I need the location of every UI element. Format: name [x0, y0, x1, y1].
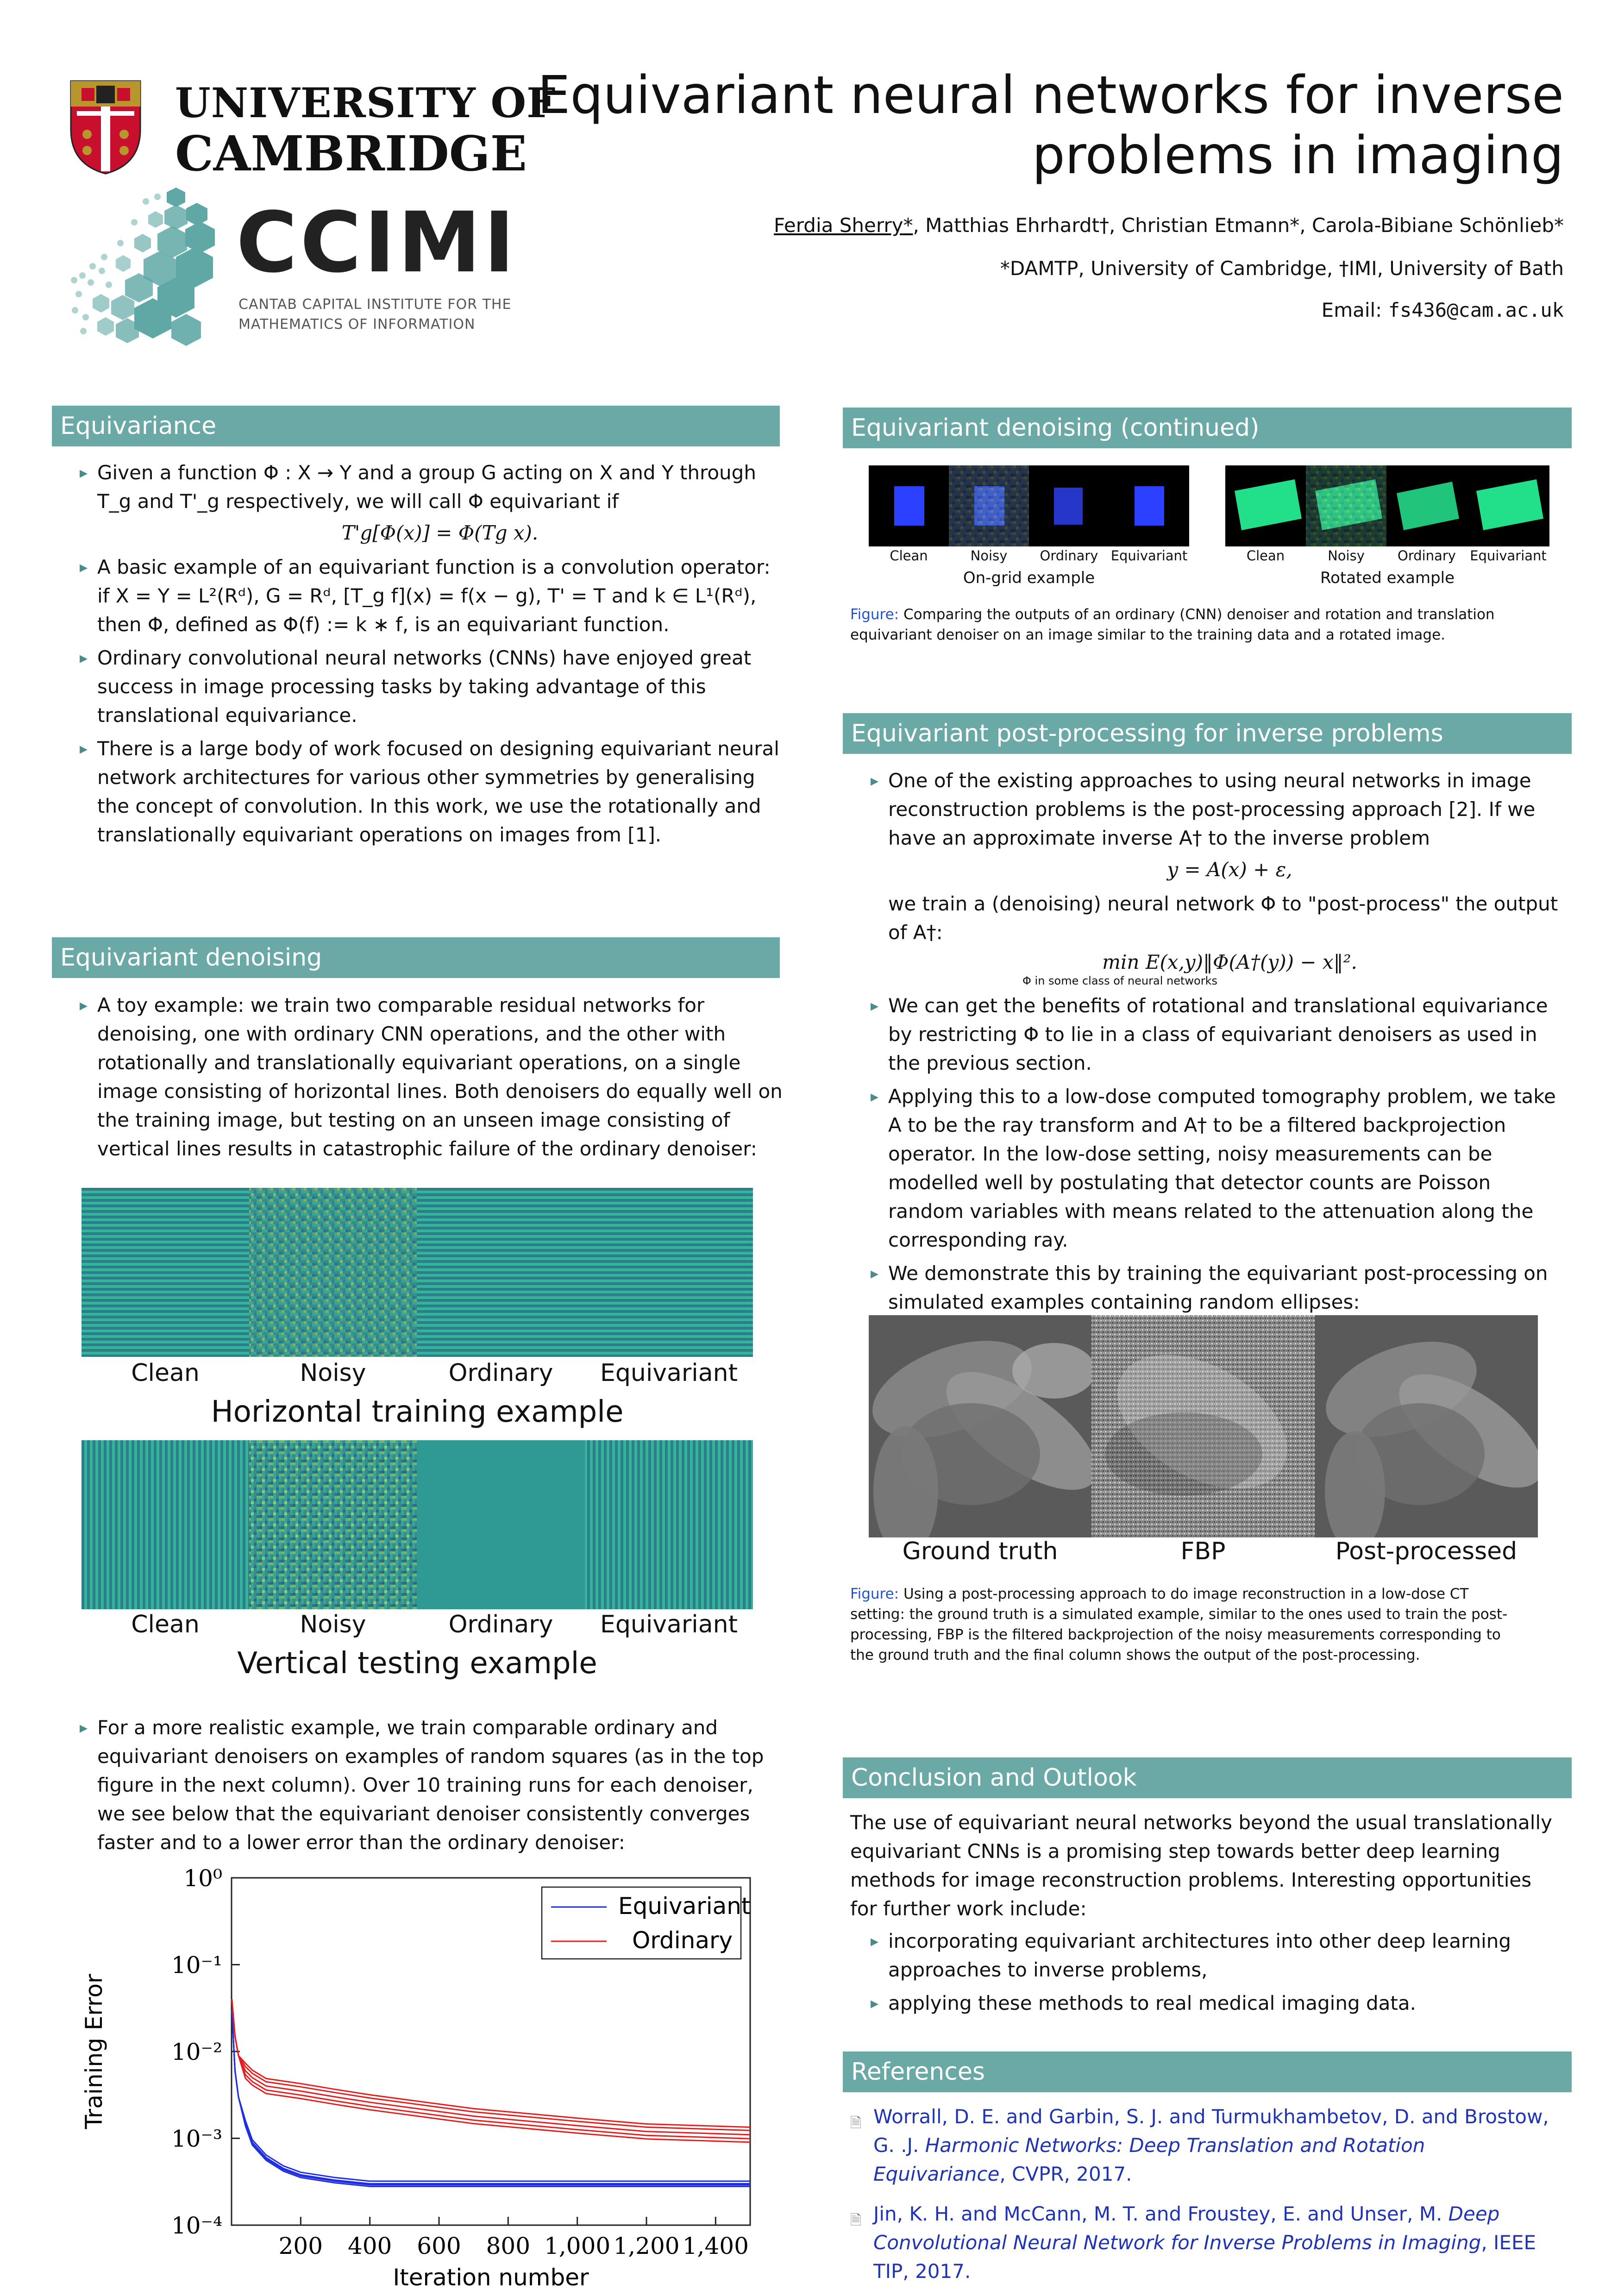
list-item: ▸ Given a function Φ : X → Y and a group G acting on X and Y through T_g and T'_g respectively, we will call Φ equivariant if T'g[Φ(x)] = Φ(Tg x).	[74, 458, 783, 547]
image-label-clean: Clean	[131, 1359, 200, 1387]
equivariance-body	[74, 458, 783, 854]
list-item: ▸ For a more realistic example, we train comparable ordinary and equivariant denoisers on examples of random squares (as in the top figure in the next column). Over 10 training runs for each denoiser, we see below that the equivariant denoiser consistently converges faster and to a lower error than the ordinary denoiser:	[74, 1713, 783, 1857]
postprocessing-body	[865, 766, 1571, 1321]
x-tick-label: 600	[417, 2233, 461, 2259]
section-header-equivariance: Equivariance	[52, 406, 780, 446]
email-label: Email:	[1321, 299, 1382, 321]
legend-label-ordinary: Ordinary	[632, 1927, 733, 1954]
ccimi-wordmark: CCIMI	[236, 194, 518, 291]
y-tick-label: 10⁻³	[171, 2125, 222, 2152]
list-item: ▸ A basic example of an equivariant function is a convolution operator: if X = Y = L²(Rᵈ), G = Rᵈ, [T_g f](x) = f(x − g), T' = T and k ∈ L¹(Rᵈ), then Φ, defined as Φ(f) := k ∗ f, is an equivariant function.	[74, 553, 783, 639]
list-item: ▸ Ordinary convolutional neural networks (CNNs) have enjoyed great success in image processing tasks by taking advantage of this translational equivariance.	[74, 644, 783, 730]
horizontal-example-caption: Horizontal training example	[211, 1395, 624, 1429]
ccimi-subtitle-1: CANTAB CAPITAL INSTITUTE FOR THE	[238, 296, 512, 313]
vertical-testing-image	[82, 1440, 753, 1609]
training-error-chart	[74, 1857, 759, 2292]
author-list	[774, 214, 1564, 237]
y-tick-label: 10⁰	[183, 1865, 222, 1892]
x-tick-label: 400	[347, 2233, 392, 2259]
image-label-clean: Clean	[1246, 548, 1285, 564]
image-label-equivariant: Equivariant	[600, 1611, 738, 1638]
list-item: ▸ A toy example: we train two comparable residual networks for denoising, one with ordinary CNN operations, and the other with rotationally and translationally equivariant operations, on a single image consisting of horizontal lines. Both denoisers do equally well on the training image, but testing on an unseen image consisting of vertical lines results in catastrophic failure of the ordinary denoiser:	[74, 991, 783, 1163]
image-label-ordinary: Ordinary	[448, 1359, 553, 1387]
list-item: ▸ We can get the benefits of rotational and translational equivariance by restricting Φ to lie in a class of equivariant denoisers as used in the previous section.	[865, 991, 1571, 1078]
list-item: ▸ One of the existing approaches to using neural networks in image reconstruction problems is the post-processing approach [2]. If we have an approximate inverse A† to the inverse problem y = A(x) + ε, we train a (denoising) neural network Φ to "post-process" the output of A†: min E(x,y)‖Φ(A†(y)) − x‖². Φ in some class of neural networks	[865, 766, 1571, 987]
list-item: ▸ applying these methods to real medical imaging data.	[865, 1989, 1563, 2018]
co-authors: , Matthias Ehrhardt†, Christian Etmann*, Carola-Bibiane Schönlieb*	[913, 214, 1564, 237]
section-header-postprocessing: Equivariant post-processing for inverse problems	[843, 713, 1572, 754]
series-line-equivariant	[232, 2010, 750, 2187]
equation: T'g[Φ(x)] = Φ(Tg x).	[341, 521, 539, 544]
x-tick-label: 200	[278, 2233, 323, 2259]
image-label-equivariant: Equivariant	[600, 1359, 738, 1387]
series-line-ordinary	[232, 1999, 750, 2135]
ct-reconstruction-images	[869, 1315, 1538, 1537]
series-line-ordinary	[232, 1999, 750, 2127]
hexagon-cluster-icon	[65, 183, 241, 354]
presenting-author: Ferdia Sherry*	[774, 214, 913, 237]
y-tick-label: 10⁻¹	[171, 1951, 222, 1979]
image-label-ordinary: Ordinary	[1040, 548, 1098, 564]
x-tick-label: 1,400	[682, 2233, 749, 2259]
list-item: ▸ There is a large body of work focused on designing equivariant neural network architectures for various other symmetries by generalising the concept of convolution. In this work, we use the rotationally and translationally equivariant operations on images from [1].	[74, 734, 783, 849]
cambridge-shield-icon	[69, 79, 143, 176]
vertical-example-caption: Vertical testing example	[237, 1646, 597, 1681]
reference-2[interactable]: 🗎 Jin, K. H. and McCann, M. T. and Froustey, E. and Unser, M. Deep Convolutional Neural Network for Inverse Problems in Imaging, IEEE TIP, 2017.	[850, 2202, 1536, 2283]
poster-title-line1: Equivariant neural networks for inverse	[537, 65, 1564, 125]
x-tick-label: 1,200	[613, 2233, 680, 2259]
email-line	[1322, 299, 1564, 321]
series-line-equivariant	[232, 2010, 750, 2182]
x-tick-label: 1,000	[544, 2233, 611, 2259]
reference-1[interactable]: 🗎 Worrall, D. E. and Garbin, S. J. and Turmukhambetov, D. and Brostow, G. .J. Harmonic Networks: Deep Translation and Rotation Equivariance, CVPR, 2017.	[850, 2105, 1549, 2185]
section-header-denoising: Equivariant denoising	[52, 937, 780, 978]
image-label-clean: Clean	[890, 548, 928, 564]
image-label-noisy: Noisy	[970, 548, 1008, 564]
equation: y = A(x) + ε,	[1167, 858, 1292, 881]
ccimi-subtitle-2: MATHEMATICS OF INFORMATION	[238, 316, 476, 332]
image-panel-clean	[82, 1440, 249, 1609]
square-denoising-images	[869, 465, 1549, 546]
conclusion-text: The use of equivariant neural networks beyond the usual translationally equivariant CNNs is a promising step towards better deep learning methods for image reconstruction problems. Interesting opportunities for further work include:	[850, 1811, 1552, 1920]
horizontal-training-image	[82, 1188, 753, 1357]
university-line2: CAMBRIDGE	[175, 125, 527, 182]
rotated-example-label: Rotated example	[1320, 569, 1455, 587]
figure-caption-ct: Figure: Using a post-processing approach to do image reconstruction in a low-dose CT setting: the ground truth is a simulated example, similar to the ones used to train the post-processing, FBP is the filtered backprojection of the noisy measurements corresponding to the ground truth and the final column shows the output of the post-processing.	[850, 1586, 1508, 1663]
image-label-noisy: Noisy	[300, 1359, 366, 1387]
reference-icon: 🗎	[850, 2212, 862, 2228]
reference-icon: 🗎	[850, 2115, 862, 2131]
denoising-body-1	[74, 991, 783, 1168]
conclusion-body	[850, 1808, 1563, 2022]
legend-label-equivariant: Equivariant	[618, 1893, 751, 1920]
poster-title-line2: problems in imaging	[1032, 125, 1564, 186]
image-label-clean: Clean	[131, 1611, 200, 1638]
image-label-ordinary: Ordinary	[448, 1611, 553, 1638]
image-label-post-processed: Post-processed	[1335, 1537, 1517, 1565]
image-label-fbp: FBP	[1180, 1537, 1226, 1565]
series-line-ordinary	[232, 1999, 750, 2142]
image-panel-ground-truth	[869, 1315, 1115, 1537]
chart-xlabel: Iteration number	[393, 2264, 589, 2291]
university-line1: UNIVERSITY OF	[175, 79, 556, 127]
email-address[interactable]: fs436@cam.ac.uk	[1388, 299, 1564, 321]
equation: min E(x,y)‖Φ(A†(y)) − x‖².	[1102, 951, 1357, 973]
chart-ylabel: Training Error	[81, 1974, 107, 2129]
image-label-noisy: Noisy	[300, 1611, 366, 1638]
list-item: ▸ We demonstrate this by training the equivariant post-processing on simulated examples containing random ellipses:	[865, 1259, 1571, 1317]
image-label-ground-truth: Ground truth	[902, 1537, 1058, 1565]
on-grid-example-label: On-grid example	[963, 569, 1095, 587]
figure-caption-denoising: Figure: Comparing the outputs of an ordinary (CNN) denoiser and rotation and translation equivariant denoiser on an image similar to the training data and a rotated image.	[850, 606, 1495, 643]
image-panel-post-processed	[1313, 1315, 1538, 1537]
image-label-ordinary: Ordinary	[1398, 548, 1456, 564]
image-panel-equivariant	[585, 1188, 753, 1357]
affiliations: *DAMTP, University of Cambridge, †IMI, University of Bath	[1000, 257, 1564, 280]
denoising-body-2	[74, 1713, 783, 1862]
image-label-equivariant: Equivariant	[1470, 548, 1547, 564]
series-line-equivariant	[232, 2010, 750, 2185]
x-tick-label: 800	[486, 2233, 531, 2259]
image-panel-ordinary	[417, 1440, 585, 1609]
cambridge-logo	[69, 79, 556, 182]
section-header-references: References	[843, 2051, 1572, 2092]
image-panel-ordinary	[417, 1188, 585, 1357]
section-header-denoising-continued: Equivariant denoising (continued)	[843, 408, 1572, 448]
list-item: ▸ incorporating equivariant architectures into other deep learning approaches to inverse problems,	[865, 1927, 1563, 1984]
section-header-conclusion: Conclusion and Outlook	[843, 1757, 1572, 1798]
image-panel-fbp	[1091, 1315, 1315, 1537]
image-panel-equivariant	[585, 1440, 753, 1609]
image-label-equivariant: Equivariant	[1110, 548, 1188, 564]
y-tick-label: 10⁻²	[171, 2039, 222, 2065]
list-item: ▸ Applying this to a low-dose computed tomography problem, we take A to be the ray transform and A† to be a filtered backprojection operator. In the low-dose setting, noisy measurements can be modelled well by postulating that detector counts are Poisson random variables with means related to the attenuation along the corresponding ray.	[865, 1082, 1571, 1255]
y-tick-label: 10⁻⁴	[171, 2212, 222, 2239]
ccimi-logo	[65, 183, 518, 354]
equation-subscript: Φ in some class of neural networks	[1022, 974, 1217, 987]
image-label-noisy: Noisy	[1328, 548, 1365, 564]
image-panel-clean	[82, 1188, 249, 1357]
